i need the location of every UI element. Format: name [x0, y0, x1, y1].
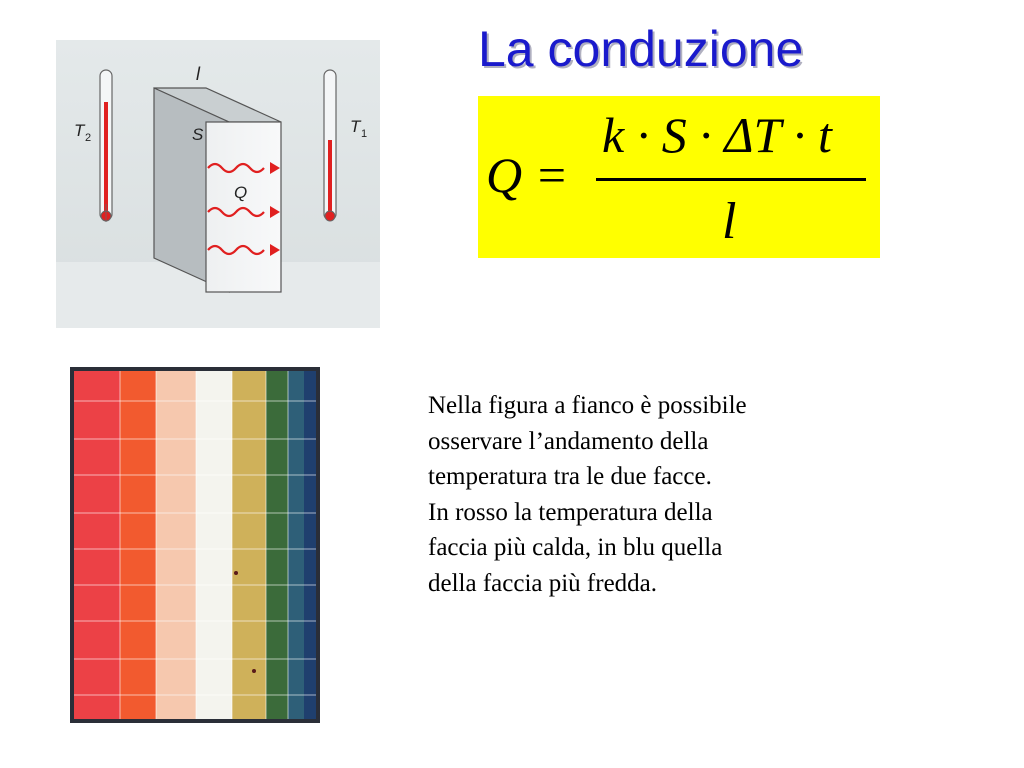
description	[428, 388, 888, 602]
slide-title: La conduzione	[478, 21, 804, 77]
photo-spot	[252, 669, 256, 673]
formula-numerator: k · S · ΔT · t	[602, 107, 832, 163]
label-s: S	[192, 125, 204, 144]
formula-box	[478, 96, 880, 258]
thermometer-left	[100, 70, 112, 222]
description-line: In rosso la temperatura della	[428, 498, 713, 526]
thermometer-left-subscript: 2	[85, 132, 92, 144]
formula-denominator: l	[722, 193, 737, 250]
fraction-bar	[596, 178, 866, 181]
description-line: temperatura tra le due facce.	[428, 463, 712, 491]
description-line: della faccia più fredda.	[428, 569, 658, 597]
thermometer-left-label: T	[74, 121, 85, 140]
formula-lhs: Q =	[486, 147, 569, 203]
label-l: l	[196, 64, 200, 84]
description-line: Nella figura a fianco è possibile	[428, 392, 747, 419]
thermometer-right-subscript: 1	[361, 128, 368, 140]
thermal-gradient-photo	[70, 367, 320, 723]
conduction-diagram	[56, 40, 380, 328]
description-line: faccia più calda, in blu quella	[428, 534, 723, 562]
label-q: Q	[234, 183, 248, 202]
description-line: osservare l’andamento della	[428, 427, 709, 455]
thermometer-right	[324, 70, 336, 221]
photo-spot	[234, 571, 238, 575]
thermometer-right-label: T	[350, 117, 361, 136]
temperature-bands	[74, 371, 316, 719]
